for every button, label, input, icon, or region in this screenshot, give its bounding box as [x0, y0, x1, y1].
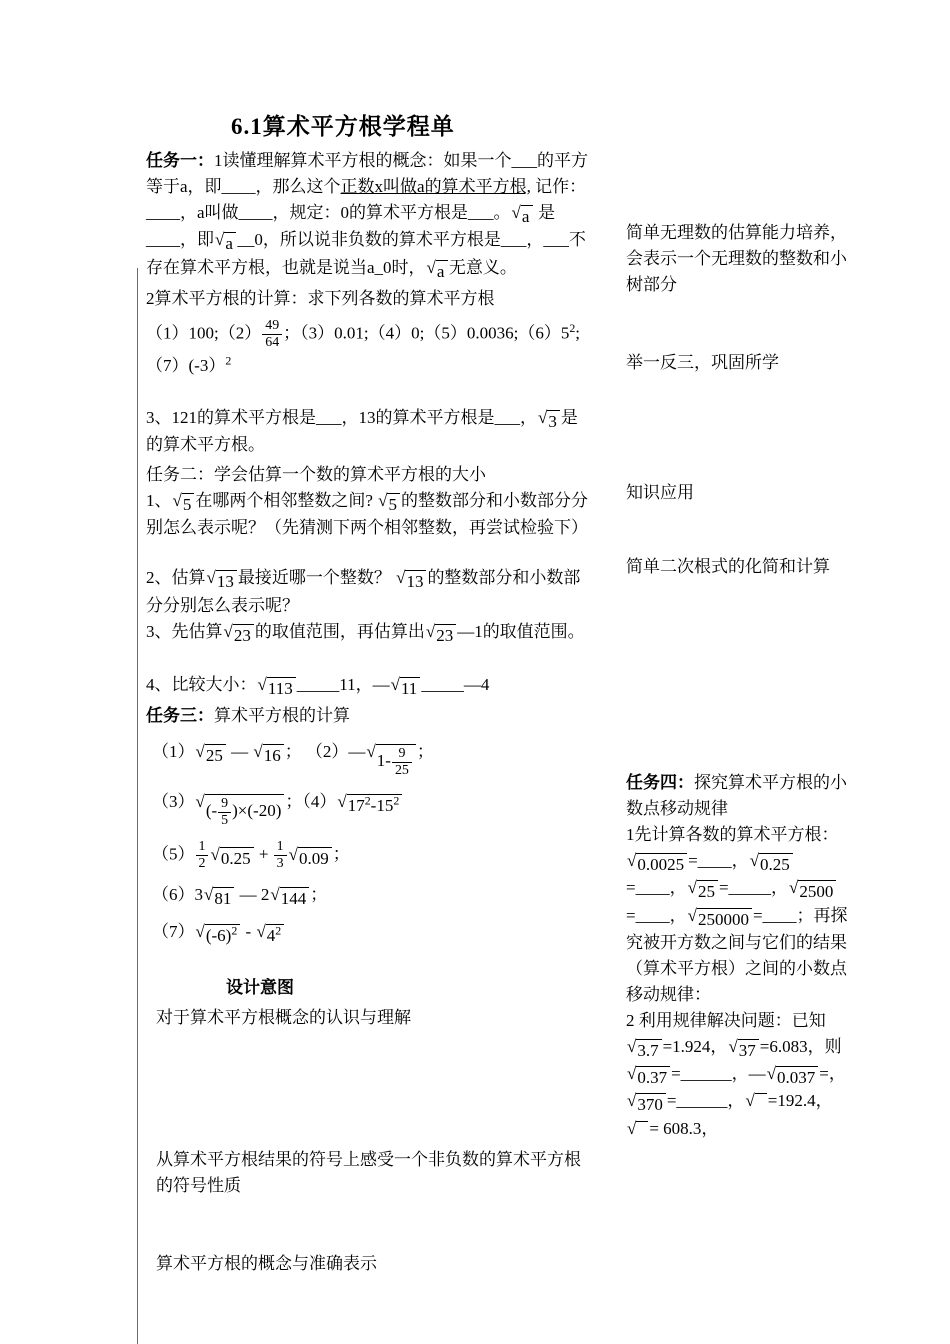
text-run: 0.0025	[637, 855, 685, 874]
text-run: ；	[416, 742, 434, 762]
side-note-simplify	[626, 554, 854, 580]
radical-sign: √	[745, 1091, 755, 1111]
radicand	[387, 493, 400, 515]
text-run: 0.037	[777, 1068, 816, 1087]
text-run: )×(-20)	[232, 800, 282, 820]
radical-sign: √	[425, 621, 436, 641]
text-run: 探究算术平方根的小数点移动规律	[626, 773, 847, 818]
denominator: 25	[394, 763, 409, 779]
text-run: ；（4）	[285, 792, 337, 812]
text-run: =1.924，	[662, 1036, 728, 1056]
radical-sign: √	[627, 1064, 637, 1083]
radicand	[233, 624, 254, 646]
text-run: 3、121的算术平方根是___，13的算术平方根是___，	[146, 407, 537, 427]
radical-sign: √	[256, 922, 266, 942]
main-column	[146, 148, 596, 1277]
text-run: =______，—	[671, 1064, 766, 1083]
radical-sign: √	[270, 885, 280, 905]
radicand	[697, 880, 718, 902]
radical-sign: √	[627, 1036, 637, 1056]
radicand	[436, 260, 448, 282]
text-run: -15	[370, 796, 394, 816]
text-run: 1、	[146, 491, 172, 511]
radical-sign: √	[206, 568, 216, 588]
text-run: = 608.3，	[649, 1118, 719, 1138]
task1-intro-paragraph	[146, 148, 596, 282]
text-run: ； （2）—	[284, 742, 366, 762]
radicand	[697, 908, 752, 930]
radical-sign: √	[396, 568, 406, 588]
text-run: 从算术平方根结果的符号上感受一个非负数的算术平方根的符号性质	[156, 1149, 581, 1195]
bold-text: 任务一：	[146, 151, 214, 170]
text-run: =____，	[688, 851, 749, 870]
text-run: 0.25	[220, 848, 251, 868]
sqrt-expression	[391, 674, 421, 699]
sqrt-expression	[196, 791, 285, 829]
text-run: （1）	[152, 742, 195, 762]
text-run: 1读懂理解算术平方根的概念：如果一个___的平方等于a，即____，那么这个	[146, 151, 588, 196]
sqrt-expression	[627, 1118, 648, 1139]
fraction	[261, 318, 283, 351]
radical-sign: √	[538, 407, 548, 427]
text-run: 23	[436, 625, 454, 645]
text-run: ；（3）0.01;（4）0;（5）0.0036;（6）5	[283, 323, 570, 343]
design-intent-note3	[146, 1251, 596, 1277]
radical-sign: √	[195, 792, 205, 812]
task4-item1	[626, 822, 854, 1008]
fraction	[273, 839, 288, 872]
text-run: 2算术平方根的计算：求下列各数的算术平方根	[146, 288, 495, 308]
task1-calc-heading	[146, 286, 596, 312]
radicand	[224, 232, 236, 254]
fraction	[195, 839, 210, 872]
text-run: __0，所以说非负数的算术平方根是___，___不存在算术平方根，也就是说当a_0时，	[146, 230, 586, 277]
text-run: 2500	[799, 882, 834, 902]
radical-sign: √	[288, 844, 298, 864]
text-run: a	[436, 261, 445, 281]
side-note-estimation	[626, 220, 854, 298]
sqrt-expression	[745, 1090, 766, 1111]
sqrt-expression	[728, 1036, 758, 1061]
numerator: 9	[218, 796, 231, 813]
text-run: （7）	[152, 922, 195, 942]
radical-sign: √	[511, 203, 521, 222]
numerator: 1	[196, 839, 209, 856]
task1-item3	[146, 405, 596, 458]
radicand	[376, 744, 416, 779]
superscript: 2	[569, 320, 576, 335]
text-run: (-6)	[205, 926, 232, 946]
radical-sign: √	[766, 1064, 777, 1083]
sqrt-expression	[224, 621, 254, 646]
sqrt-expression	[258, 674, 296, 699]
text-run: 250000	[697, 909, 749, 929]
task3-line4	[146, 882, 596, 909]
radicand	[798, 880, 836, 902]
radical-sign: √	[210, 844, 220, 864]
text-run: 13	[406, 572, 424, 592]
radical-sign: √	[204, 885, 214, 905]
radical-sign: √	[253, 742, 263, 762]
fraction	[391, 746, 413, 779]
text-run: 是____，即	[146, 203, 556, 250]
sqrt-expression	[207, 567, 237, 592]
sqrt-expression	[789, 877, 836, 902]
sqrt-expression	[253, 741, 283, 766]
radical-sign: √	[426, 257, 436, 277]
text-run: 0.09	[298, 848, 329, 868]
radicand	[220, 847, 254, 869]
radical-sign: √	[337, 792, 347, 812]
denominator: 64	[265, 334, 280, 350]
radicand	[435, 624, 456, 646]
radicand	[636, 853, 687, 875]
sqrt-expression	[627, 1036, 662, 1061]
text-run: =_____，	[718, 878, 789, 898]
text-run: 113	[267, 678, 293, 698]
text-run: =______，	[666, 1091, 745, 1111]
radicand	[266, 924, 284, 946]
radical-sign: √	[627, 1118, 637, 1138]
text-run: 对于算术平方根概念的认识与理解	[156, 1007, 411, 1027]
radical-sign: √	[390, 674, 400, 694]
radicand	[738, 1039, 759, 1061]
numerator: 9	[392, 746, 412, 763]
radical-sign: √	[627, 1091, 637, 1111]
side-column	[626, 220, 854, 1142]
text-run: 3.7	[637, 1040, 659, 1060]
sqrt-expression	[396, 567, 426, 592]
text-run: a	[225, 234, 233, 254]
sqrt-expression	[688, 905, 752, 930]
sqrt-expression	[366, 741, 415, 779]
radicand	[636, 1121, 648, 1122]
radical-sign: √	[257, 674, 267, 694]
text-run: 简单无理数的估算能力培养，会表示一个无理数的整数和小树部分	[626, 223, 847, 294]
superscript: 2	[225, 353, 232, 368]
side-note-application	[626, 480, 854, 506]
text-run: 3	[548, 411, 557, 431]
radicand	[182, 493, 195, 515]
radicand	[347, 794, 403, 816]
radical-sign: √	[195, 742, 205, 762]
radical-sign: √	[687, 905, 697, 925]
text-run: 3、先估算	[146, 621, 223, 641]
text-run: 任务二：学会估算一个数的算术平方根的大小	[146, 465, 486, 485]
radical-sign: √	[223, 621, 233, 641]
sqrt-expression	[196, 921, 241, 946]
text-run: 370	[637, 1095, 663, 1115]
text-run: a	[521, 207, 530, 226]
text-run: =192.4，	[767, 1091, 833, 1111]
text-run: 算术平方根的概念与准确表示	[156, 1253, 377, 1273]
radicand	[759, 853, 793, 875]
task2-heading	[146, 462, 596, 488]
text-run: ；	[310, 885, 328, 905]
numerator: 1	[274, 839, 287, 856]
text-run: =，	[819, 1064, 846, 1083]
radical-sign: √	[687, 878, 697, 898]
denominator: 5	[221, 813, 229, 829]
superscript: 2	[393, 793, 400, 808]
numerator: 49	[262, 318, 282, 335]
design-intent-note1	[146, 1005, 596, 1031]
radicand	[547, 410, 560, 432]
sqrt-expression	[378, 490, 400, 515]
text-run: 4	[266, 926, 276, 946]
task3-line1	[146, 739, 596, 779]
text-run: 的整数部分和小数部分分别怎么表示呢？（先猜测下两个相邻整数，再尝试检验下）	[146, 491, 588, 538]
text-run: 5	[388, 495, 397, 515]
text-run: (-	[205, 800, 218, 820]
radicand	[216, 570, 237, 592]
task3-line5	[146, 919, 596, 946]
sqrt-expression	[627, 850, 687, 875]
bold-text: 任务四：	[626, 773, 694, 792]
radicand	[636, 1066, 670, 1088]
sqrt-expression	[750, 850, 793, 875]
sqrt-expression	[173, 490, 195, 515]
radicand	[755, 1093, 767, 1094]
text-run: — 2	[235, 885, 270, 905]
text-run: （1）100;（2）	[146, 323, 262, 343]
text-run: 的取值范围，再估算出	[254, 621, 425, 641]
text-run: （3）	[152, 792, 195, 812]
text-run: 1-	[376, 750, 391, 770]
text-run: 144	[280, 889, 307, 909]
bold-text: 任务三：	[146, 706, 214, 726]
text-run: 25	[205, 746, 223, 766]
task2-item3	[146, 619, 596, 646]
text-run: 13	[216, 572, 234, 592]
radical-sign: √	[627, 851, 637, 870]
text-run: 4、比较大小：	[146, 674, 257, 694]
radical-sign: √	[195, 922, 205, 942]
bold-text: 设计意图	[226, 977, 294, 997]
text-run: 2 利用规律解决问题：已知	[626, 1010, 826, 1030]
superscript: 2	[364, 793, 371, 808]
sqrt-expression	[426, 621, 456, 646]
text-run: 算术平方根的计算	[214, 706, 350, 726]
superscript: 2	[275, 923, 282, 938]
text-run: 17	[347, 796, 365, 816]
text-run: （6）3	[152, 885, 203, 905]
text-run: _____—4	[421, 674, 490, 694]
radicand	[205, 924, 240, 946]
underlined-text: 正数x叫做a的算术平方根,	[340, 177, 531, 196]
sqrt-expression	[256, 921, 284, 946]
text-run: 11	[400, 678, 418, 698]
text-run: （5）	[152, 844, 195, 864]
radicand	[636, 1039, 661, 1061]
text-run: -	[241, 922, 256, 942]
text-run: 0.37	[637, 1068, 668, 1087]
sqrt-expression	[688, 877, 718, 902]
fraction	[217, 796, 232, 829]
radicand	[400, 677, 420, 699]
radical-sign: √	[378, 491, 388, 511]
text-run: 0.25	[760, 855, 790, 874]
superscript: 2	[231, 923, 238, 938]
radical-sign: √	[728, 1036, 738, 1056]
task2-item2	[146, 565, 596, 618]
radicand	[776, 1066, 818, 1088]
page-title: 6.1算术平方根学程单	[231, 114, 455, 139]
sqrt-expression	[289, 844, 332, 869]
sqrt-expression	[337, 791, 402, 816]
column-divider-line	[137, 268, 138, 1344]
text-run: 16	[263, 746, 281, 766]
text-run: —1的取值范围。	[457, 621, 585, 641]
text-run: 23	[233, 625, 251, 645]
radicand	[405, 570, 426, 592]
radicand	[213, 887, 234, 909]
text-run: 2、估算	[146, 568, 206, 588]
radicand	[636, 1093, 666, 1115]
text-run: 5	[182, 495, 192, 515]
design-intent-note2	[146, 1147, 596, 1199]
task3-line3	[146, 839, 596, 872]
sqrt-expression	[767, 1063, 819, 1088]
denominator: 2	[198, 856, 206, 872]
sqrt-expression	[270, 884, 309, 909]
sqrt-expression	[210, 844, 253, 869]
text-run: 25	[697, 882, 715, 902]
text-run: 无意义。	[448, 257, 517, 277]
text-run: =____；再探究被开方数之间与它们的结果（算术平方根）之间的小数点移动规律：	[626, 905, 848, 1004]
radicand	[263, 744, 284, 766]
text-run: ;（7）(-3）	[146, 323, 581, 375]
text-run: 知识应用	[626, 483, 694, 502]
design-intent-heading	[146, 975, 596, 1001]
text-run: 37	[738, 1040, 756, 1060]
task4-item2	[626, 1008, 854, 1142]
radical-sign: √	[215, 230, 225, 250]
sqrt-expression	[627, 1063, 670, 1088]
radicand	[267, 677, 296, 699]
text-run: 简单二次根式的化简和计算	[626, 557, 830, 576]
radicand	[521, 205, 533, 227]
text-run: 是 的算术平方根。	[146, 407, 578, 455]
text-run: +	[254, 844, 273, 864]
text-run: ；	[332, 844, 350, 864]
task3-line2	[146, 789, 596, 829]
task3-heading	[146, 703, 596, 729]
task2-item1	[146, 488, 596, 541]
side-note-practice	[626, 350, 854, 376]
radical-sign: √	[366, 742, 376, 762]
task4-heading	[626, 770, 854, 822]
text-run: 81	[214, 889, 232, 909]
text-run: =____，	[626, 905, 687, 925]
sqrt-expression	[538, 407, 560, 432]
text-run: 的整数部分和小数部分分别怎么表示呢？	[146, 568, 581, 615]
sqrt-expression	[627, 1090, 666, 1115]
denominator: 3	[276, 856, 284, 872]
sqrt-expression	[427, 257, 448, 282]
text-run: =____，	[626, 878, 687, 898]
text-run: 在哪两个相邻整数之间?	[195, 491, 378, 511]
sqrt-expression	[204, 884, 234, 909]
sqrt-expression	[512, 202, 533, 227]
text-run: _____11，—	[296, 674, 390, 694]
radical-sign: √	[172, 491, 182, 511]
radicand	[298, 847, 332, 869]
text-run: 1先计算各数的算术平方根：	[626, 825, 839, 844]
radical-sign: √	[749, 851, 760, 870]
radicand	[280, 887, 310, 909]
task1-calc-problems	[146, 318, 596, 381]
text-run: 记作：____，a叫做____，规定：0的算术平方根是___。	[146, 177, 587, 222]
radicand	[205, 794, 285, 829]
task2-item4	[146, 672, 596, 699]
radicand	[205, 744, 226, 766]
radical-sign: √	[789, 878, 799, 898]
sqrt-expression	[196, 741, 226, 766]
text-run: 最接近哪一个整数？	[237, 568, 396, 588]
sqrt-expression	[215, 229, 236, 254]
text-run: =6.083，则	[759, 1036, 842, 1056]
text-run: —	[226, 742, 253, 762]
text-run: 举一反三，巩固所学	[626, 353, 779, 372]
